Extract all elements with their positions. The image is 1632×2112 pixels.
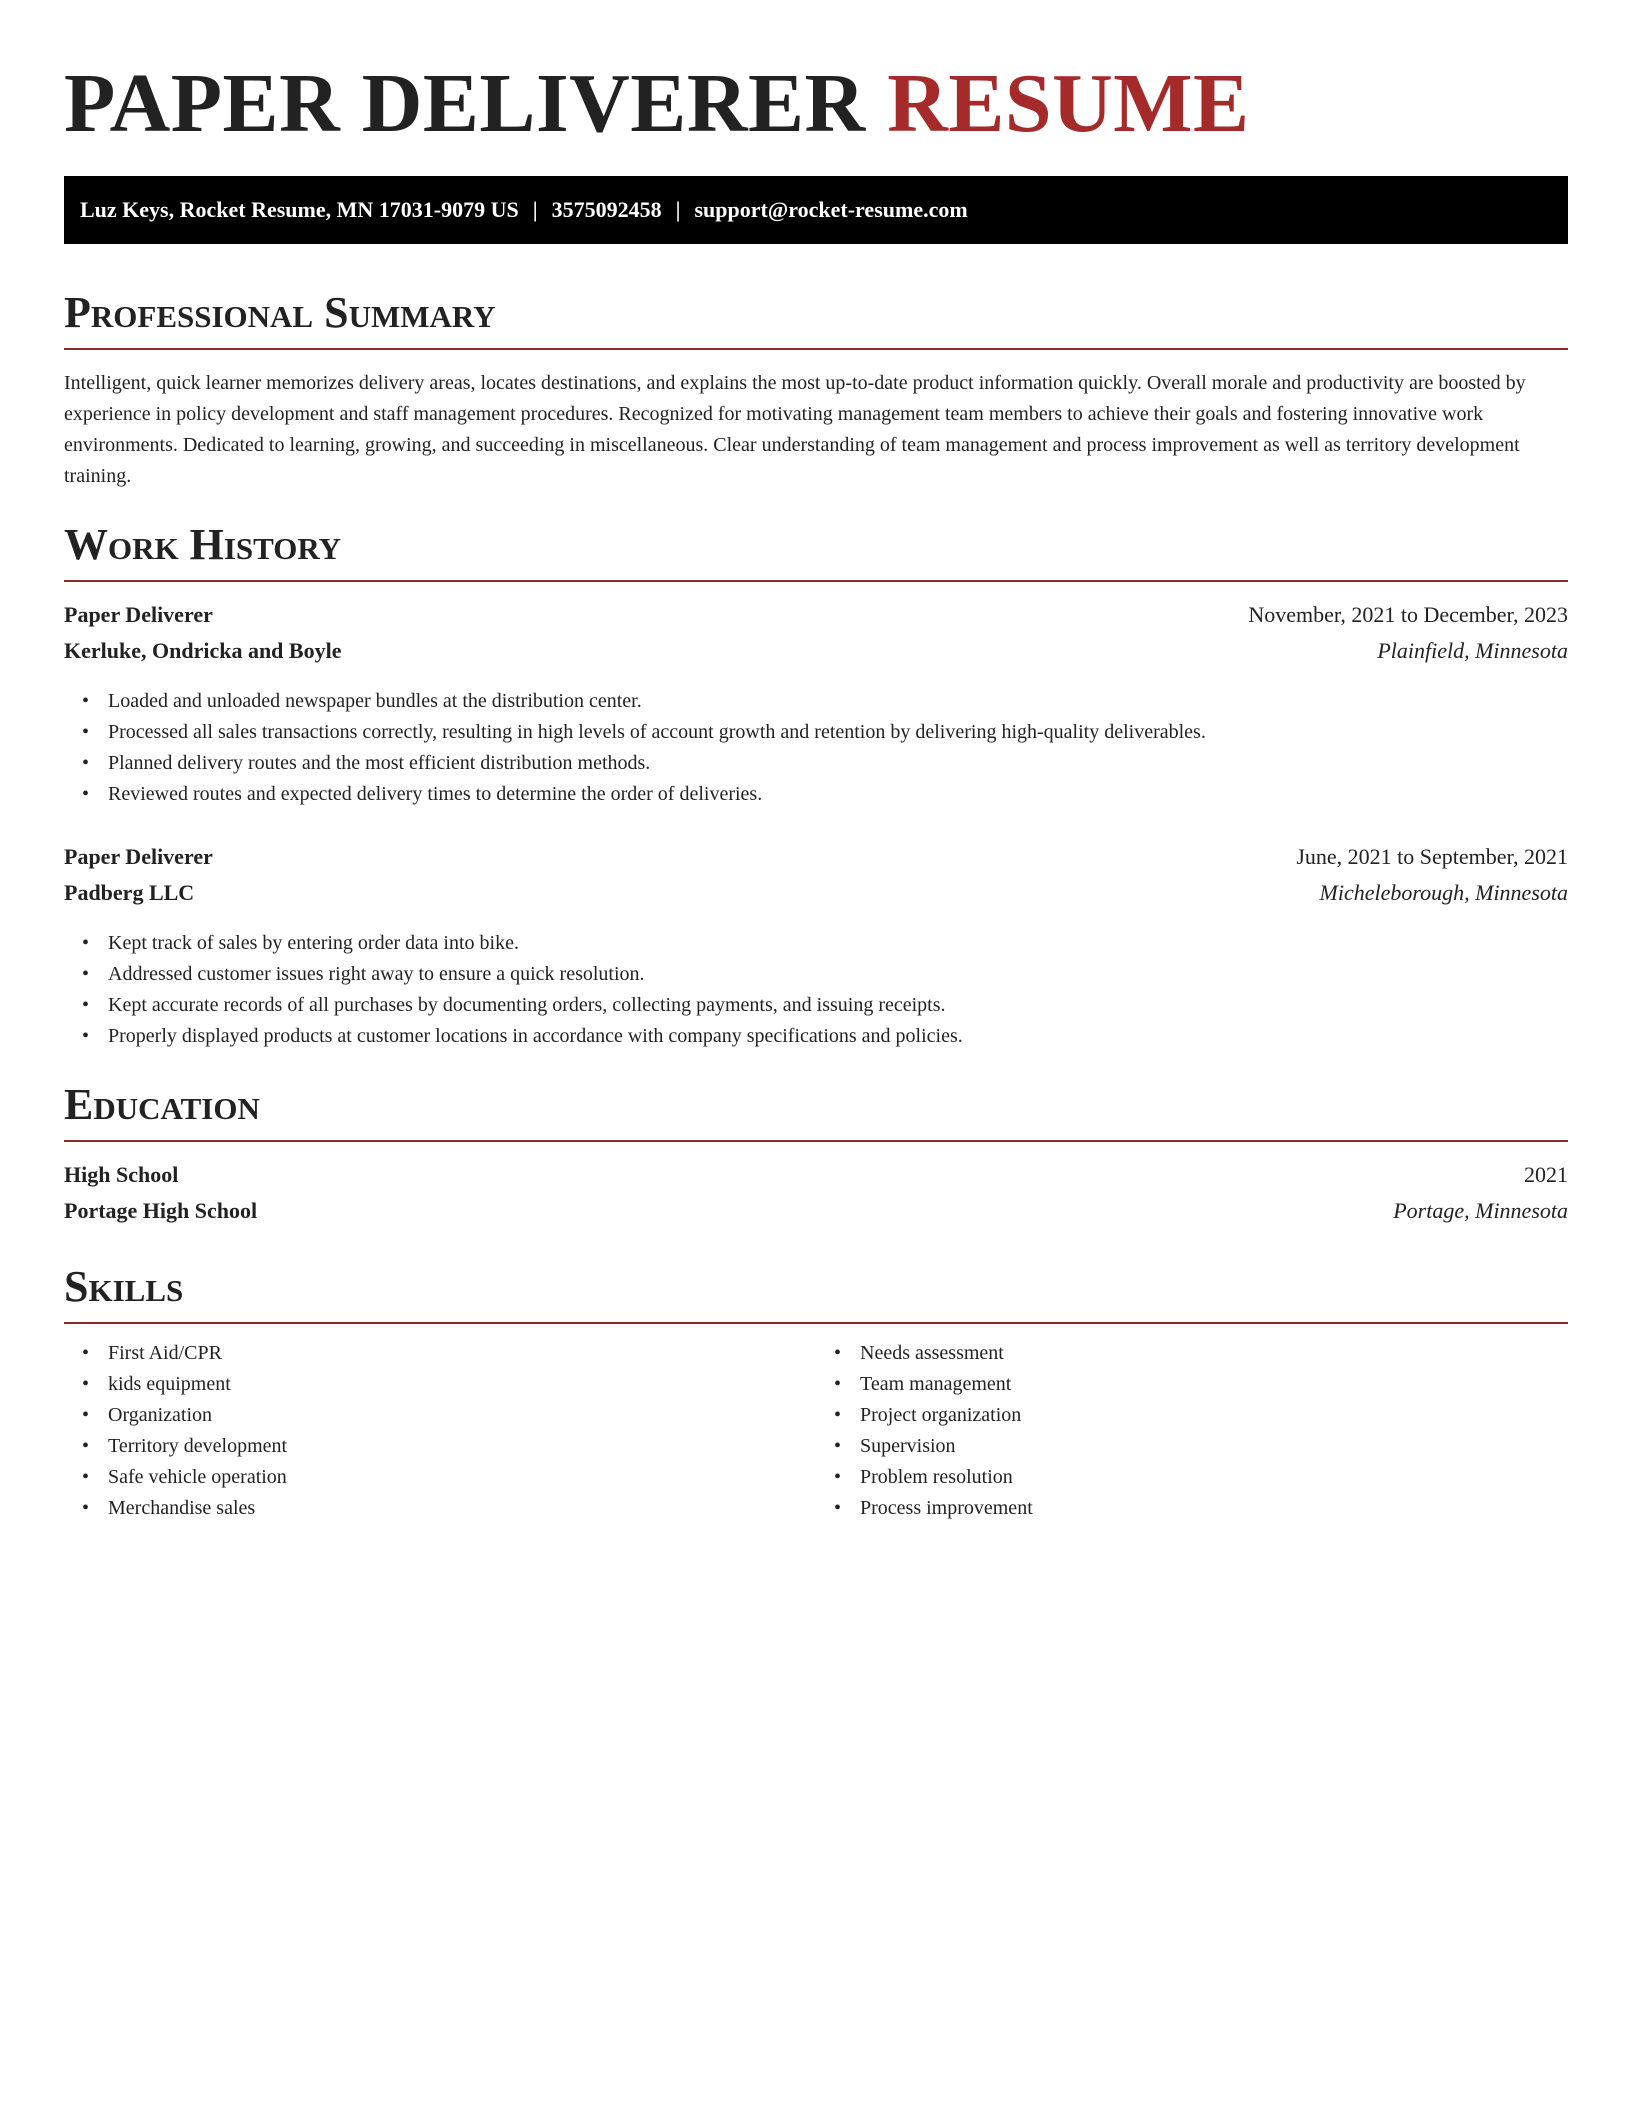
resume-title xyxy=(64,56,1568,152)
skill-item: • Project organization xyxy=(860,1400,1568,1431)
job-bullets xyxy=(64,686,1568,810)
contact-separator: | xyxy=(532,197,538,222)
job-title: Paper Deliverer xyxy=(64,602,213,627)
job-bullet: • Loaded and unloaded newspaper bundles at the distribution center. xyxy=(108,686,1568,717)
education-school-row xyxy=(64,1198,1568,1234)
title-main: PAPER DELIVERER xyxy=(64,57,866,150)
skill-item: • First Aid/CPR xyxy=(108,1338,816,1369)
skill-item: • Needs assessment xyxy=(860,1338,1568,1369)
summary-text: Intelligent, quick learner memorizes delivery areas, locates destinations, and explains the most up-to-date product information quickly. Overall morale and productivity are boosted by experience in policy development and staff management procedures. Recognized for motivating management team members to achieve their goals and fostering innovative work environments. Dedicated to learning, growing, and succeeding in miscellaneous. Clear understanding of team management and process improvement as well as territory development training. xyxy=(64,372,1526,487)
job-bullet: • Planned delivery routes and the most efficient distribution methods. xyxy=(108,748,1568,779)
job-bullet: • Kept accurate records of all purchases by documenting orders, collecting payments, and issuing receipts. xyxy=(108,990,1568,1021)
education-year: 2021 xyxy=(1524,1162,1568,1187)
skill-item: • Process improvement xyxy=(860,1493,1568,1524)
education-location: Portage, Minnesota xyxy=(1393,1198,1568,1223)
job-entry xyxy=(64,602,1568,810)
skill-item: • kids equipment xyxy=(108,1369,816,1400)
job-bullets xyxy=(64,928,1568,1052)
skills-list-left xyxy=(64,1338,816,1524)
job-location: Micheleborough, Minnesota xyxy=(1319,880,1568,905)
job-bullet: • Processed all sales transactions correctly, resulting in high levels of account growth and retention by delivering high-quality deliverables. xyxy=(108,717,1568,748)
skills-list-right xyxy=(816,1338,1568,1524)
skill-item: • Team management xyxy=(860,1369,1568,1400)
contact-bar xyxy=(64,176,1568,244)
contact-address: Luz Keys, Rocket Resume, MN 17031-9079 US xyxy=(80,197,519,222)
job-bullet: • Addressed customer issues right away to ensure a quick resolution. xyxy=(108,959,1568,990)
skills-heading: Skills xyxy=(64,1262,1568,1324)
job-bullet: • Kept track of sales by entering order data into bike. xyxy=(108,928,1568,959)
job-title-row xyxy=(64,602,1568,638)
job-dates: June, 2021 to September, 2021 xyxy=(1296,844,1568,869)
skill-item: • Safe vehicle operation xyxy=(108,1462,816,1493)
job-dates: November, 2021 to December, 2023 xyxy=(1248,602,1568,627)
education-heading: Education xyxy=(64,1080,1568,1142)
skills-section xyxy=(64,1262,1568,1524)
skill-item: • Merchandise sales xyxy=(108,1493,816,1524)
job-bullet: • Properly displayed products at customer locations in accordance with company specifications and policies. xyxy=(108,1021,1568,1052)
education-entry xyxy=(64,1162,1568,1234)
job-company: Padberg LLC xyxy=(64,880,195,905)
contact-email[interactable]: support@rocket-resume.com xyxy=(694,197,968,222)
job-location: Plainfield, Minnesota xyxy=(1377,638,1568,663)
education-degree-row xyxy=(64,1162,1568,1198)
work-history-heading: Work History xyxy=(64,520,1568,582)
job-entry xyxy=(64,844,1568,1052)
skill-item: • Problem resolution xyxy=(860,1462,1568,1493)
job-company: Kerluke, Ondricka and Boyle xyxy=(64,638,342,663)
work-history-section xyxy=(64,520,1568,1052)
job-title: Paper Deliverer xyxy=(64,844,213,869)
job-company-row xyxy=(64,880,1568,916)
skill-item: • Organization xyxy=(108,1400,816,1431)
contact-separator: | xyxy=(675,197,681,222)
job-company-row xyxy=(64,638,1568,674)
education-school: Portage High School xyxy=(64,1198,258,1223)
job-title-row xyxy=(64,844,1568,880)
skill-item: • Supervision xyxy=(860,1431,1568,1462)
skills-columns xyxy=(64,1338,1568,1524)
job-bullet: • Reviewed routes and expected delivery times to determine the order of deliveries. xyxy=(108,779,1568,810)
education-degree: High School xyxy=(64,1162,179,1187)
summary-heading: Professional Summary xyxy=(64,288,1568,350)
title-accent: RESUME xyxy=(887,57,1250,150)
contact-phone[interactable]: 3575092458 xyxy=(551,197,662,222)
skill-item: • Territory development xyxy=(108,1431,816,1462)
summary-section xyxy=(64,288,1568,492)
education-section xyxy=(64,1080,1568,1234)
